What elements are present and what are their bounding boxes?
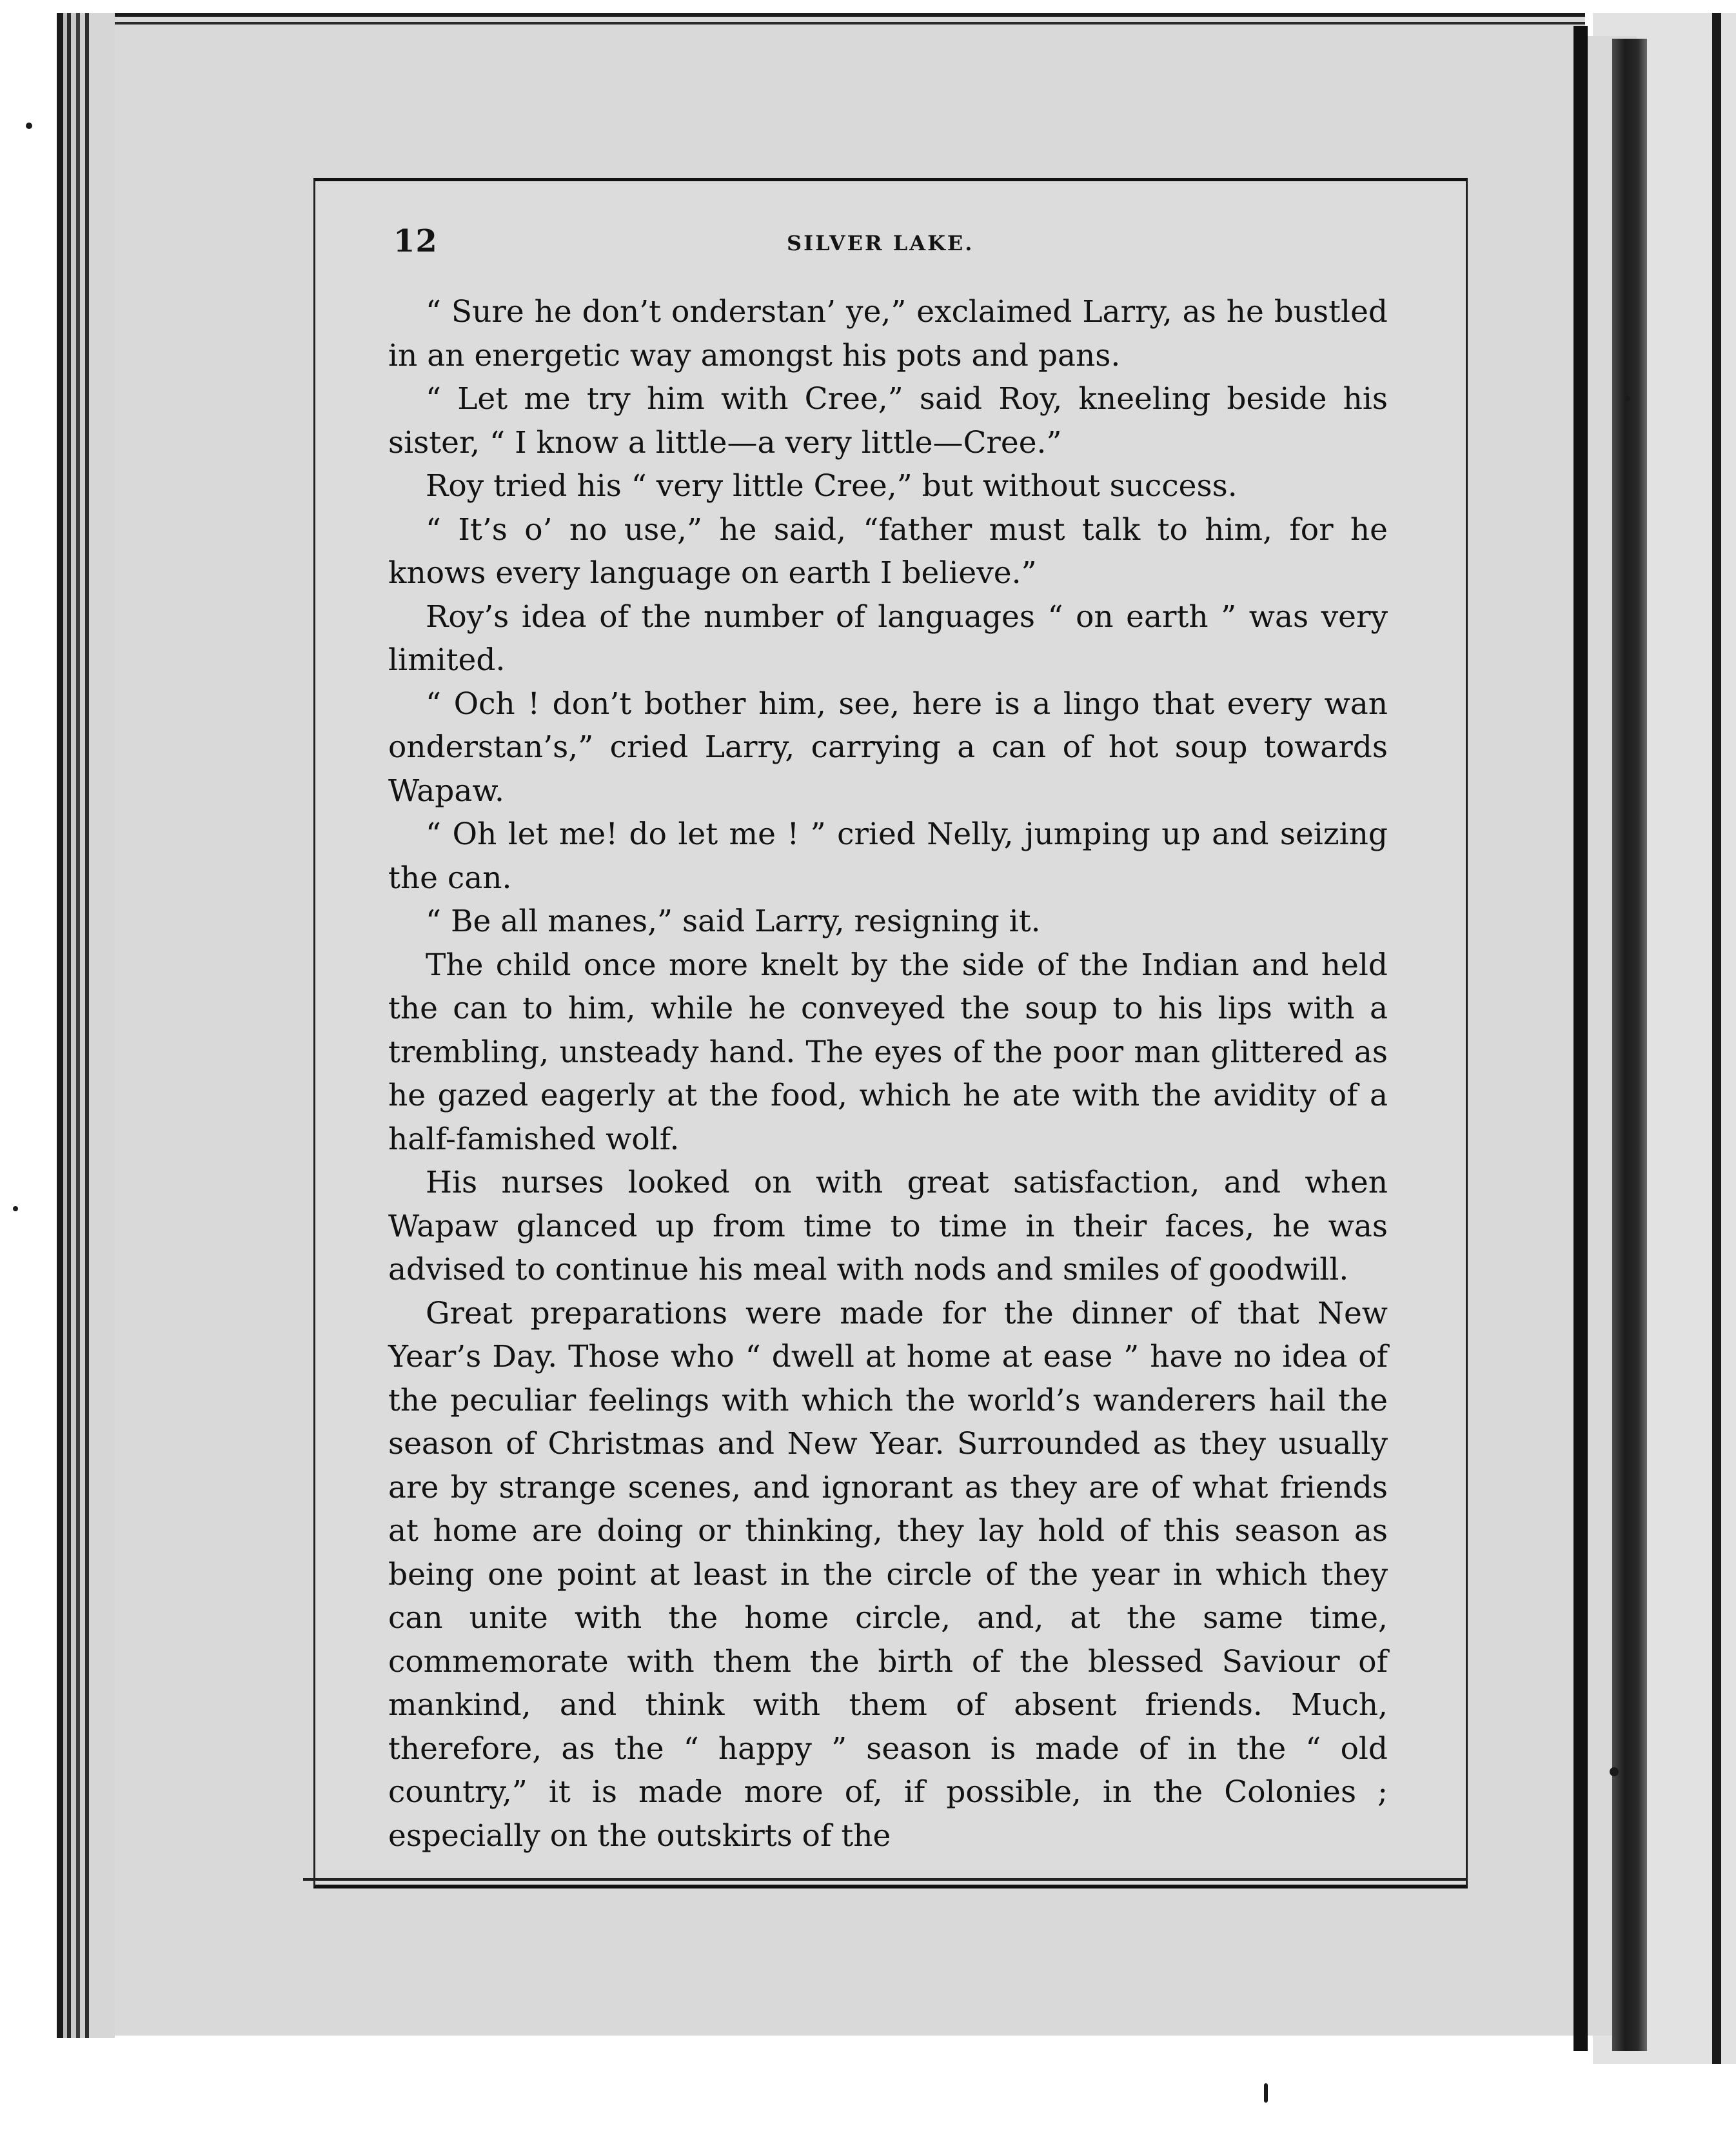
facing-page-border xyxy=(1712,13,1721,2064)
gutter-binding xyxy=(1612,39,1647,2051)
scan-speck xyxy=(1625,396,1630,401)
paragraph: Roy tried his “ very little Cree,” but without success. xyxy=(426,468,1238,504)
page-number: 12 xyxy=(393,223,438,259)
paragraph: His nurses looked on with great satisfaction, and when Wapaw glanced up from time to time in their faces, he was advised to continue his meal with nods and smiles of goodwill. xyxy=(388,1165,1388,1287)
paragraph: The child once more knelt by the side of the Indian and held the can to him, while he conveyed the soup to his lips with a trembling, unsteady hand. The eyes of the poor man glittered as he gazed eagerly at the food, which he ate with the avidity of a half-famished wolf. xyxy=(388,947,1388,1157)
scan-speck xyxy=(26,123,32,129)
scan-speck xyxy=(13,1206,18,1211)
paragraph: “ Oh let me! do let me ! ” cried Nelly, jumping up and seizing the can. xyxy=(388,817,1388,896)
gutter-shadow xyxy=(1573,26,1588,2051)
paragraph: “ Sure he don’t onderstan’ ye,” exclaimed Larry, as he bustled in an energetic way amongst his pots and pans. xyxy=(388,294,1388,373)
paragraph: “ Let me try him with Cree,” said Roy, kneeling beside his sister, “ I know a little—a very little—Cree.” xyxy=(388,381,1388,461)
book-page-edge-top xyxy=(115,13,1585,36)
running-head xyxy=(393,223,1399,262)
book-page-edges-left xyxy=(57,13,115,2038)
paragraph: “ Be all manes,” said Larry, resigning it. xyxy=(426,904,1041,939)
running-title: SILVER LAKE. xyxy=(787,231,974,255)
scan-speck xyxy=(1264,2083,1268,2103)
body-text xyxy=(388,290,1388,1858)
paragraph: Great preparations were made for the dinner of that New Year’s Day. Those who “ dwell at home at ease ” have no idea of the peculiar feelings with which the world’s wanderers hail the season of Christmas and New Year. Surrounded as they usually are by strange scenes, and ignorant as they are of what friends at home are doing or thinking, they lay hold of this season as being one point at least in the circle of the year in which they can unite with the home circle, and, at the same time, commemorate with them the birth of the blessed Saviour of mankind, and think with them of absent friends. Much, therefore, as the “ happy ” season is made of in the “ old country,” it is made more of, if possible, in the Colonies ; especially on the outskirts of the xyxy=(388,1295,1388,1854)
paragraph: “ Och ! don’t bother him, see, here is a lingo that every wan onderstan’s,” cried Larry, carrying a can of hot soup towards Wapaw. xyxy=(388,686,1388,809)
paragraph: Roy’s idea of the number of languages “ on earth ” was very limited. xyxy=(388,599,1388,678)
frame-bottom-rule xyxy=(303,1878,1468,1881)
paragraph: “ It’s o’ no use,” he said, “father must talk to him, for he knows every language on earth I believe.” xyxy=(388,511,1388,591)
scan-speck xyxy=(1610,1767,1619,1776)
